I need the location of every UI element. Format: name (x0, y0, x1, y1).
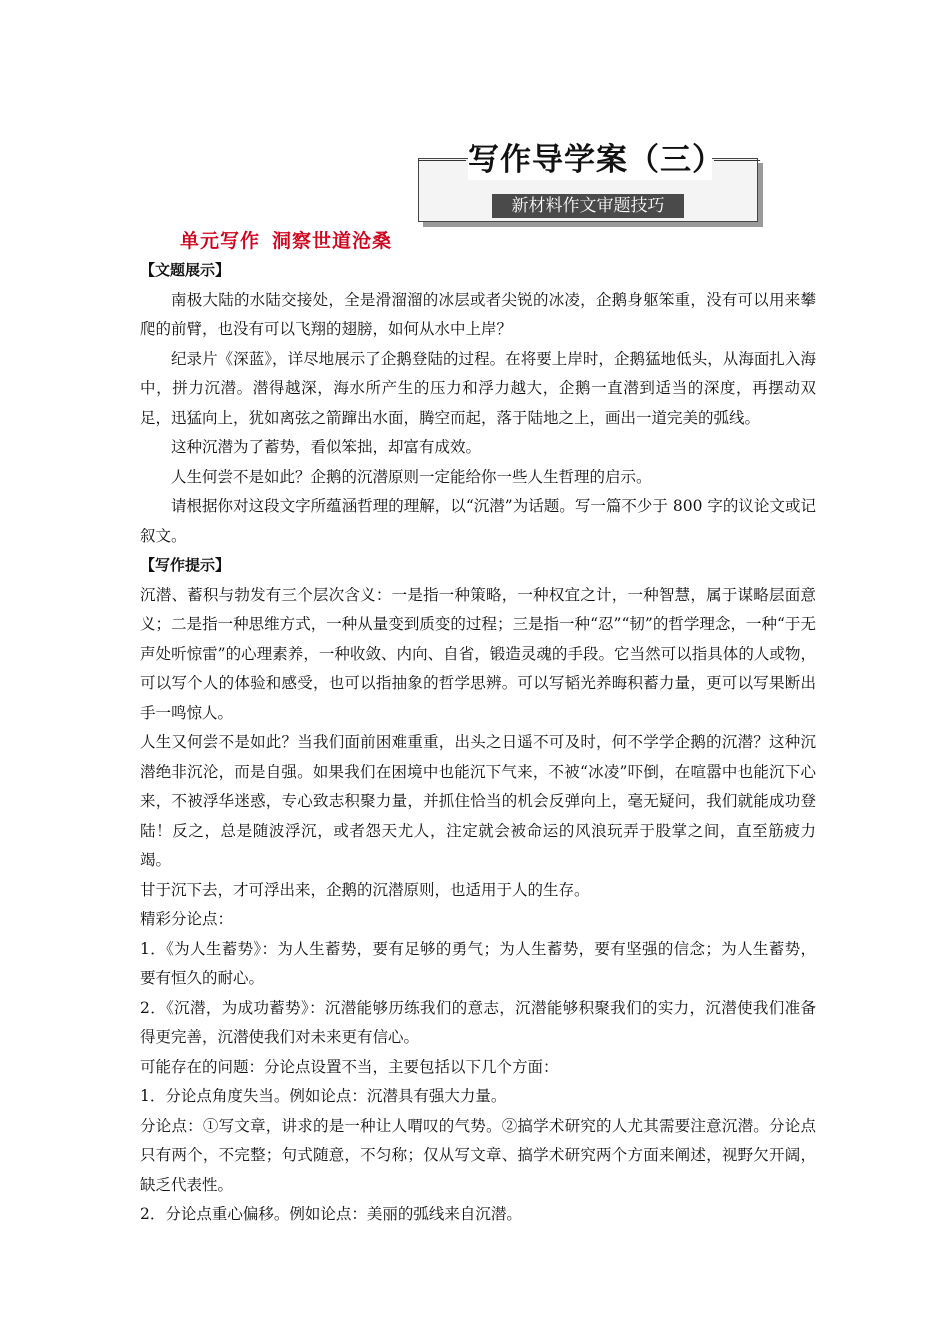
banner-rule-left (418, 160, 466, 161)
page-subtitle: 新材料作文审题技巧 (492, 194, 684, 218)
unit-title (180, 226, 404, 253)
prompt-paragraph: 请根据你对这段文字所蕴涵哲理的理解，以“沉潜”为话题。写一篇不少于 800 字的议论文或记叙文。 (140, 497, 816, 545)
tips-paragraph: 可能存在的问题：分论点设置不当，主要包括以下几个方面： (140, 1057, 559, 1076)
section-heading-tips: 【写作提示】 (140, 556, 231, 574)
unit-title-part2: 洞察世道沧桑 (272, 230, 393, 252)
prompt-paragraph: 纪录片《深蓝》，详尽地展示了企鹅登陆的过程。在将要上岸时，企鹅猛地低头，从海面扎入海中，拼力沉潜。潜得越深，海水所产生的压力和浮力越大，企鹅一直潜到适当的深度，再摆动双足，迅猛向上，犹如离弦之箭蹿出水面，腾空而起，落于陆地之上，画出一道完美的弧线。 (140, 349, 816, 427)
section-heading-prompt: 【文题展示】 (140, 261, 231, 279)
prompt-paragraph: 人生何尝不是如此？企鹅的沉潜原则一定能给你一些人生哲理的启示。 (171, 467, 652, 486)
tips-paragraph: 1．分论点角度失当。例如论点：沉潜具有强大力量。 (140, 1087, 507, 1105)
document-body (140, 256, 816, 1230)
prompt-paragraph: 这种沉潜为了蓄势，看似笨拙，却富有成效。 (171, 438, 482, 456)
tips-paragraph: 沉潜、蓄积与勃发有三个层次含义：一是指一种策略，一种权宜之计，一种智慧，属于谋略层面意义；二是指一种思维方式，一种从量变到质变的过程；三是指一种“忍”“韧”的哲学理念，一种“于无声处听惊雷”的心理素养，一种收敛、内向、自省，锻造灵魂的手段。它当然可以指具体的人或物，可以写个人的体验和感受，也可以指抽象的哲学思辨。可以写韬光养晦积蓄力量，更可以写果断出手一鸣惊人。 (140, 585, 816, 722)
header-banner (418, 138, 768, 230)
tips-paragraph: 1．《为人生蓄势》：为人生蓄势，要有足够的勇气；为人生蓄势，要有坚强的信念；为人生蓄势，要有恒久的耐心。 (140, 939, 816, 987)
tips-paragraph: 分论点：①写文章，讲求的是一种让人喟叹的气势。②搞学术研究的人尤其需要注意沉潜。分论点只有两个，不完整；句式随意，不匀称；仅从写文章、搞学术研究两个方面来阐述，视野欠开阔，缺乏代表性。 (140, 1116, 816, 1194)
tips-paragraph: 精彩分论点： (140, 910, 234, 928)
tips-paragraph: 甘于沉下去，才可浮出来，企鹅的沉潜原则，也适用于人的生存。 (140, 880, 590, 899)
prompt-paragraph: 南极大陆的水陆交接处，全是滑溜溜的冰层或者尖锐的冰凌，企鹅身躯笨重，没有可以用来攀爬的前臂，也没有可以飞翔的翅膀，如何从水中上岸？ (140, 290, 816, 338)
tips-paragraph: 2．《沉潜，为成功蓄势》：沉潜能够历练我们的意志，沉潜能够积聚我们的实力，沉潜使我们准备得更完善，沉潜使我们对未来更有信心。 (140, 998, 816, 1046)
page-title: 写作导学案（三） (468, 142, 724, 178)
tips-paragraph: 2．分论点重心偏移。例如论点：美丽的弧线来自沉潜。 (140, 1205, 522, 1223)
tips-paragraph: 人生又何尝不是如此？当我们面前困难重重，出头之日遥不可及时，何不学学企鹅的沉潜？这种沉潜绝非沉沦，而是自强。如果我们在困境中也能沉下气来，不被“冰凌”吓倒，在喧嚣中也能沉下心来，不被浮华迷惑，专心致志积聚力量，并抓住恰当的机会反弹向上，毫无疑问，我们就能成功登陆！反之，总是随波浮沉，或者怨天尤人，注定就会被命运的风浪玩弄于股掌之间，直至筋疲力竭。 (140, 733, 816, 869)
unit-title-part1: 单元写作 (180, 230, 261, 252)
